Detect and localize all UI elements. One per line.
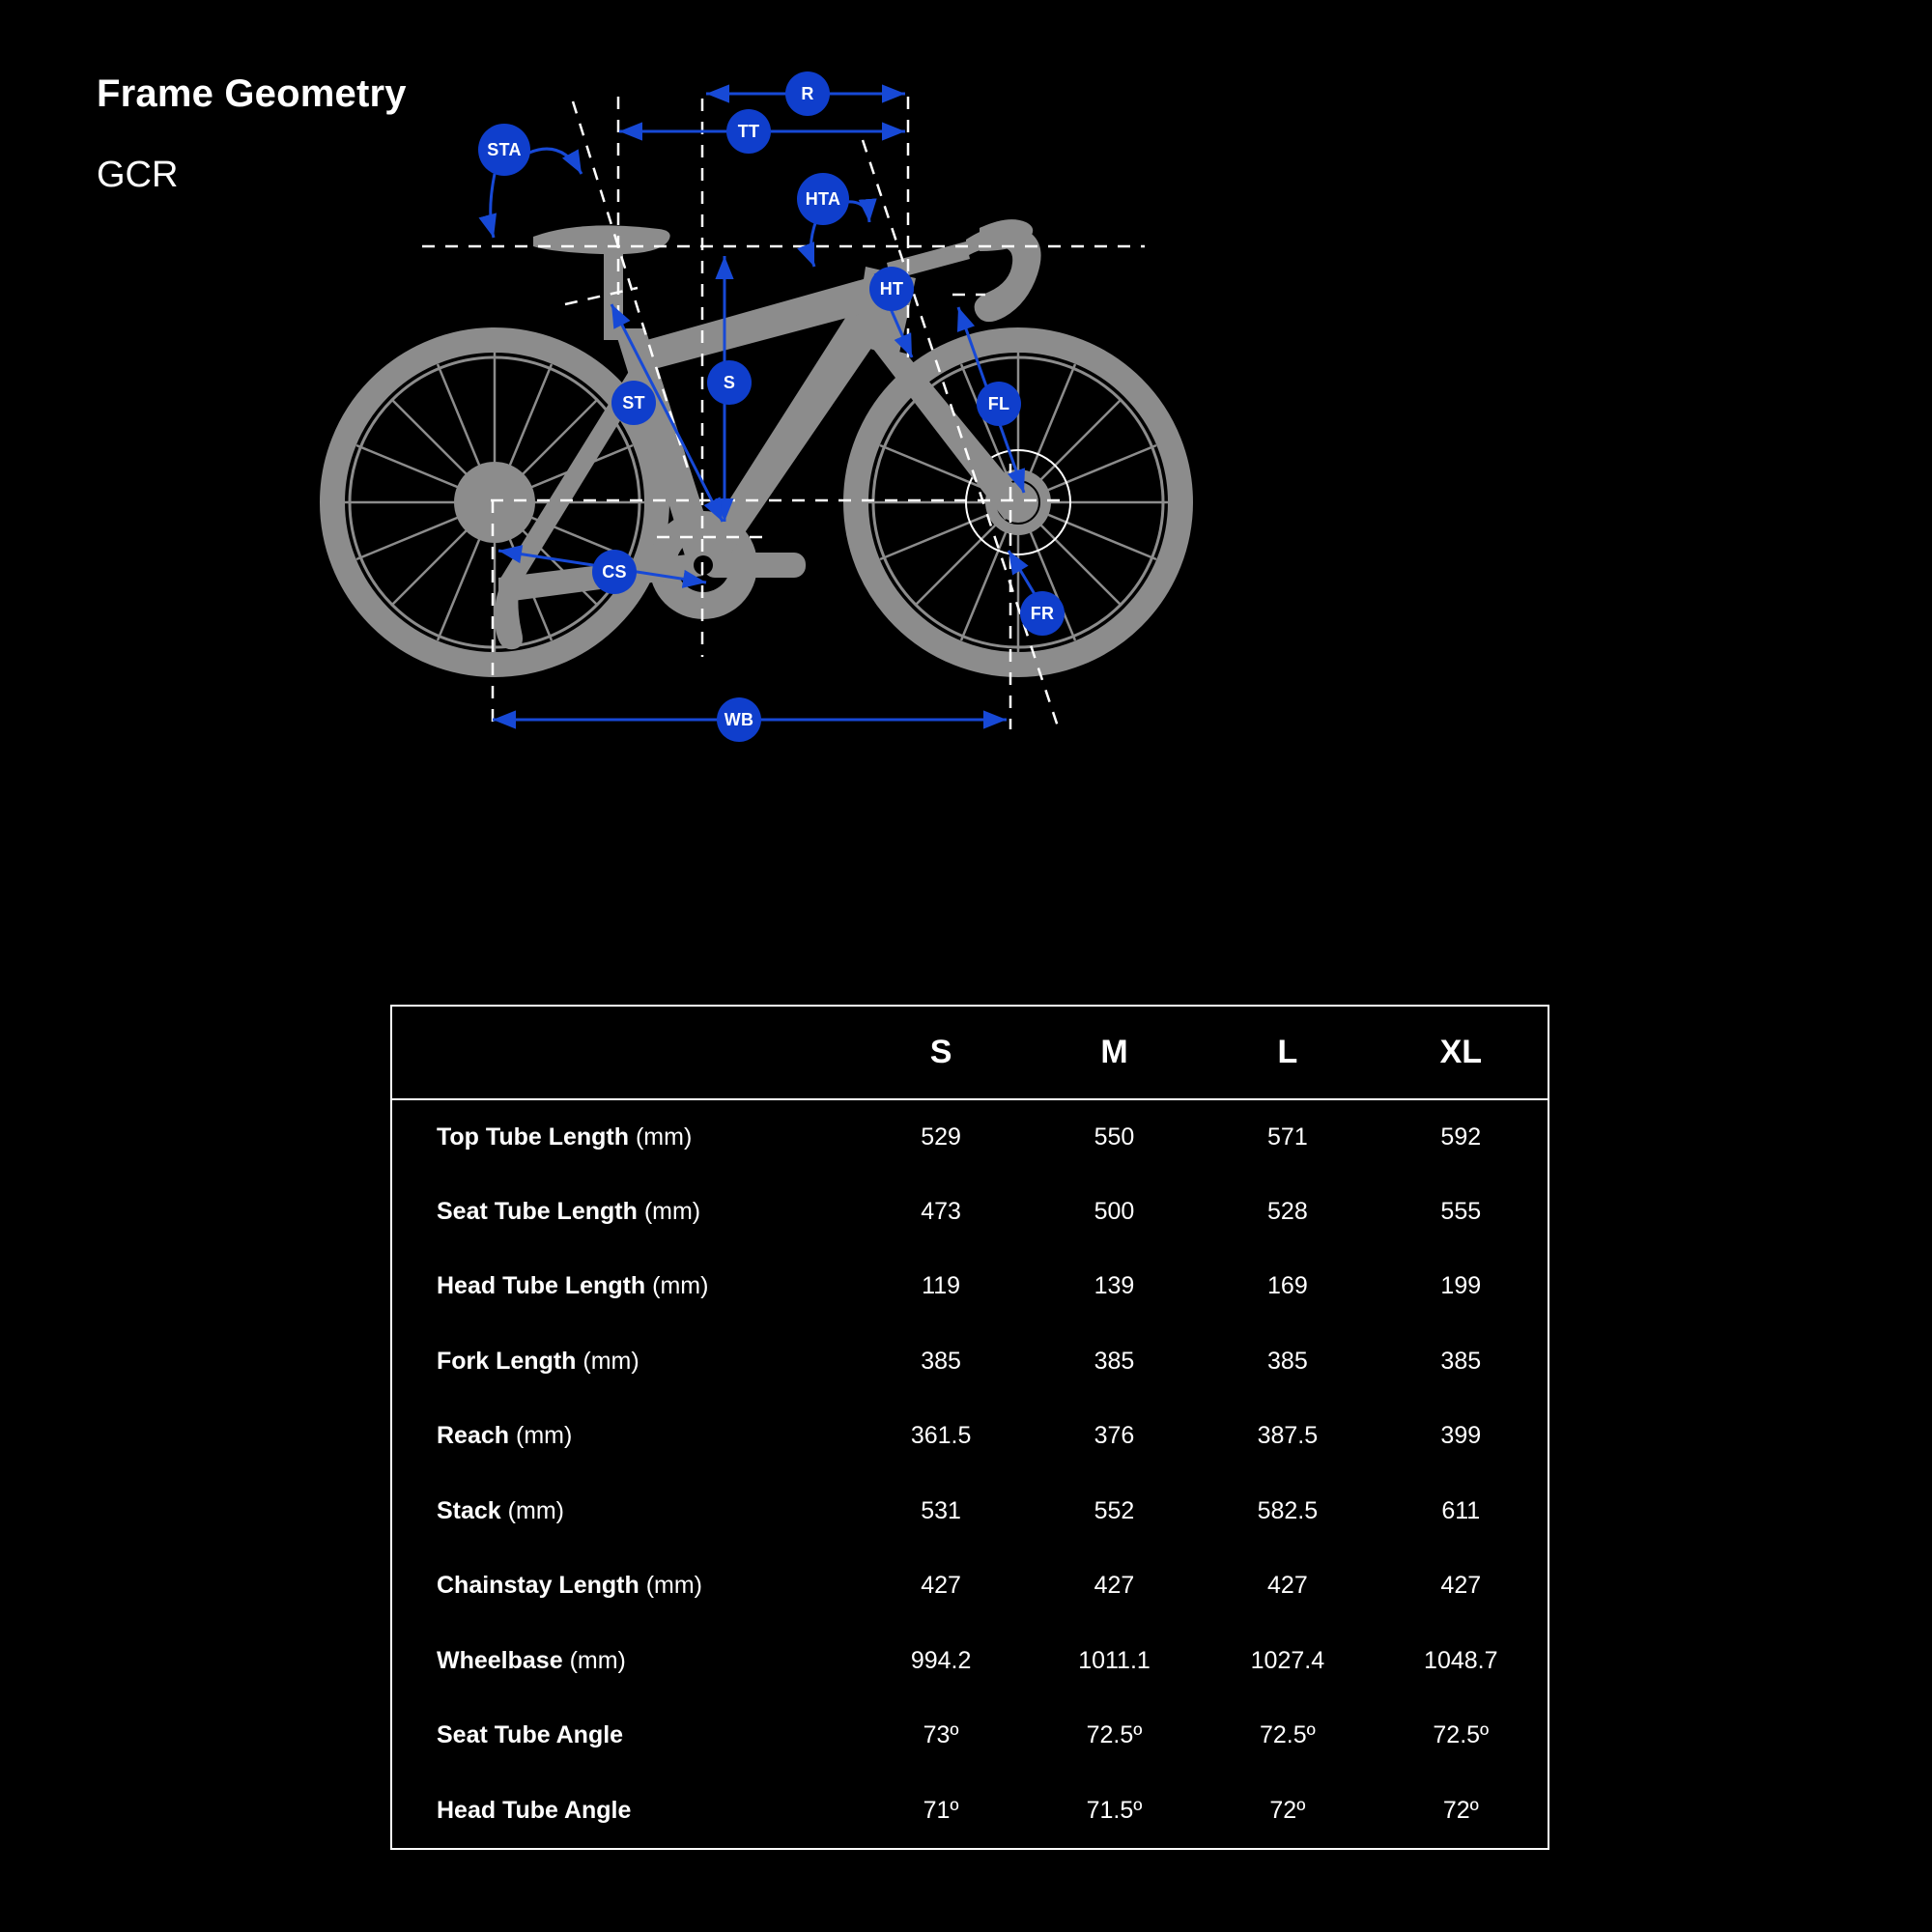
- cell-stack-l: 582.5: [1257, 1496, 1319, 1524]
- table-row: [392, 1698, 1548, 1774]
- table-row: [392, 1548, 1548, 1624]
- cell-seat-tube-angle-s: 73º: [923, 1721, 959, 1749]
- callout-r[interactable]: [785, 71, 830, 116]
- cell-wheelbase-xl: 1048.7: [1424, 1646, 1498, 1674]
- cell-seat-tube-angle-m: 72.5º: [1086, 1721, 1143, 1749]
- cell-seat-tube-length-l: 528: [1267, 1197, 1308, 1225]
- callout-s-label: S: [723, 372, 736, 392]
- table-row: [392, 1774, 1548, 1849]
- bike-svg: [0, 39, 1932, 966]
- cell-top-tube-length-s: 529: [921, 1122, 961, 1151]
- table-header-blank: [392, 1007, 854, 1099]
- table-header: [392, 1007, 1548, 1099]
- callout-fr-label: FR: [1030, 603, 1055, 623]
- cell-head-tube-length-l: 169: [1267, 1272, 1308, 1300]
- row-label-seat-tube-angle: Seat Tube Angle: [437, 1721, 624, 1749]
- table-row: [392, 1249, 1548, 1324]
- table-row: [392, 1175, 1548, 1250]
- callout-ht[interactable]: [869, 267, 914, 311]
- callout-sta[interactable]: [478, 124, 530, 176]
- table-header-size-m: M: [1100, 1034, 1128, 1070]
- cell-fork-length-l: 385: [1267, 1347, 1308, 1375]
- row-label-seat-tube-length: Seat Tube Length (mm): [437, 1197, 701, 1225]
- table-header-size-xl: XL: [1439, 1034, 1483, 1070]
- callout-hta-label: HTA: [805, 188, 841, 209]
- callout-wb-label: WB: [724, 709, 754, 729]
- cell-seat-tube-angle-xl: 72.5º: [1433, 1721, 1490, 1749]
- cell-wheelbase-l: 1027.4: [1250, 1646, 1325, 1674]
- cell-seat-tube-length-xl: 555: [1440, 1197, 1482, 1225]
- cell-seat-tube-length-m: 500: [1094, 1197, 1135, 1225]
- callout-hta[interactable]: [797, 173, 849, 225]
- callout-r-label: R: [801, 83, 814, 103]
- table-body: [392, 1099, 1548, 1848]
- cell-head-tube-angle-xl: 72º: [1442, 1796, 1479, 1824]
- callout-tt-label: TT: [737, 121, 760, 141]
- cell-head-tube-length-xl: 199: [1440, 1272, 1482, 1300]
- dimension-lines: [491, 94, 1049, 720]
- table-header-row: [392, 1007, 1548, 1099]
- cell-top-tube-length-m: 550: [1094, 1122, 1135, 1151]
- table-row: [392, 1324, 1548, 1400]
- cell-seat-tube-angle-l: 72.5º: [1259, 1721, 1316, 1749]
- table-header-size-l: L: [1277, 1034, 1298, 1070]
- table-row: [392, 1474, 1548, 1549]
- cell-chainstay-length-m: 427: [1094, 1572, 1135, 1600]
- geometry-table: [390, 1005, 1549, 1850]
- row-label-head-tube-length: Head Tube Length (mm): [437, 1272, 709, 1300]
- table-header-size-s: S: [929, 1034, 952, 1070]
- cell-head-tube-angle-m: 71.5º: [1086, 1796, 1143, 1824]
- cell-head-tube-angle-l: 72º: [1269, 1796, 1306, 1824]
- model-name: GCR: [97, 155, 179, 195]
- cell-stack-m: 552: [1094, 1496, 1135, 1524]
- row-label-reach: Reach (mm): [437, 1422, 573, 1450]
- cell-head-tube-angle-s: 71º: [923, 1796, 959, 1824]
- cell-fork-length-m: 385: [1094, 1347, 1135, 1375]
- table-row: [392, 1624, 1548, 1699]
- bike-geometry-diagram: [0, 39, 1932, 966]
- row-label-fork-length: Fork Length (mm): [437, 1347, 639, 1375]
- cell-reach-xl: 399: [1440, 1422, 1482, 1450]
- cell-chainstay-length-xl: 427: [1440, 1572, 1482, 1600]
- row-label-top-tube-length: Top Tube Length (mm): [437, 1122, 693, 1151]
- page-title: Frame Geometry: [97, 72, 407, 115]
- cell-top-tube-length-xl: 592: [1440, 1122, 1482, 1151]
- cell-wheelbase-m: 1011.1: [1078, 1646, 1151, 1674]
- callout-wb[interactable]: [717, 697, 761, 742]
- callout-sta-label: STA: [487, 139, 522, 159]
- cell-head-tube-length-m: 139: [1094, 1272, 1135, 1300]
- cell-reach-m: 376: [1094, 1422, 1135, 1450]
- cell-stack-xl: 611: [1441, 1496, 1481, 1524]
- cell-reach-s: 361.5: [910, 1422, 972, 1450]
- cell-top-tube-length-l: 571: [1267, 1122, 1308, 1151]
- cell-wheelbase-s: 994.2: [910, 1646, 972, 1674]
- row-label-head-tube-angle: Head Tube Angle: [437, 1796, 632, 1824]
- row-label-stack: Stack (mm): [437, 1496, 564, 1524]
- callout-ht-label: HT: [879, 278, 904, 298]
- callout-tt[interactable]: [726, 109, 771, 154]
- cell-fork-length-xl: 385: [1440, 1347, 1482, 1375]
- geometry-table-element: [392, 1007, 1548, 1848]
- callout-s[interactable]: [707, 360, 752, 405]
- table-row: [392, 1099, 1548, 1175]
- callout-fr[interactable]: [1020, 591, 1065, 636]
- callout-st-label: ST: [622, 392, 645, 412]
- cell-fork-length-s: 385: [921, 1347, 961, 1375]
- cell-reach-l: 387.5: [1257, 1422, 1319, 1450]
- callout-cs-label: CS: [602, 561, 627, 582]
- callout-fl-label: FL: [987, 393, 1010, 413]
- row-label-wheelbase: Wheelbase (mm): [437, 1646, 626, 1674]
- cell-stack-s: 531: [921, 1496, 961, 1524]
- cell-chainstay-length-l: 427: [1267, 1572, 1308, 1600]
- cell-chainstay-length-s: 427: [921, 1572, 961, 1600]
- table-row: [392, 1399, 1548, 1474]
- callout-cs[interactable]: [592, 550, 637, 594]
- callout-st[interactable]: [611, 381, 656, 425]
- cell-head-tube-length-s: 119: [922, 1272, 961, 1300]
- cell-seat-tube-length-s: 473: [921, 1197, 961, 1225]
- row-label-chainstay-length: Chainstay Length (mm): [437, 1572, 703, 1600]
- callout-fl[interactable]: [977, 382, 1021, 426]
